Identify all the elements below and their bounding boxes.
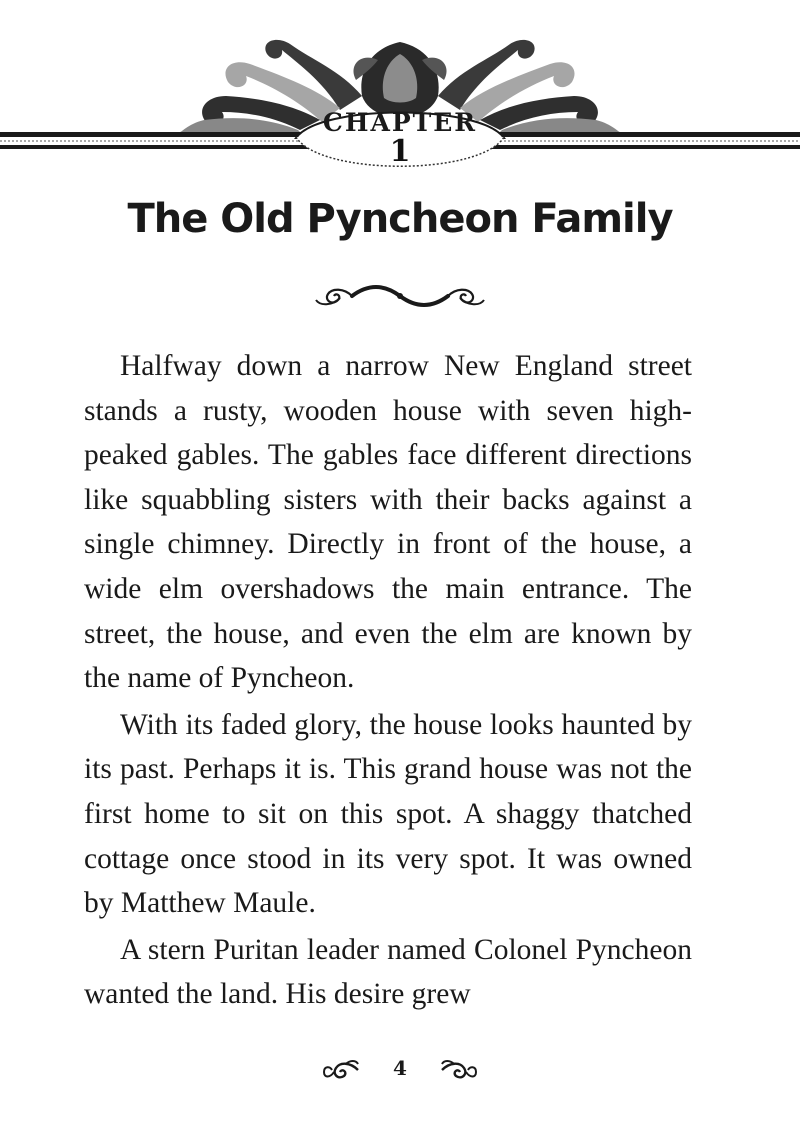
chapter-number: 1 (389, 134, 411, 169)
footer-flourish-icon (438, 1058, 478, 1082)
chapter-label: CHAPTER (322, 108, 478, 137)
paragraph-3: A stern Puritan leader named Colonel Pyncheon wanted the land. His desire grew (84, 933, 692, 1011)
chapter-title: The Old Pyncheon Family (127, 196, 673, 242)
body-text (84, 344, 692, 1017)
flourish-divider-icon (312, 282, 488, 310)
paragraph-2: With its faded glory, the house looks haunted by its past. Perhaps it is. This grand house was not the first home to sit on this spot. A shaggy thatched cottage once stood in its very spot. It was owned by Matthew Maule. (84, 708, 692, 920)
paragraph-1: Halfway down a narrow New England street stands a rusty, wooden house with seven high-peaked gables. The gables face different directions like squabbling sisters with their backs against a single chimney. Directly in front of the house, a wide elm overshadows the main entrance. The street, the house, and even the elm are known by the name of Pyncheon. (84, 350, 692, 695)
page-number: 4 (393, 1056, 407, 1080)
footer-flourish-icon (322, 1058, 362, 1082)
page-footer (0, 1052, 800, 1092)
chapter-header (0, 0, 800, 190)
